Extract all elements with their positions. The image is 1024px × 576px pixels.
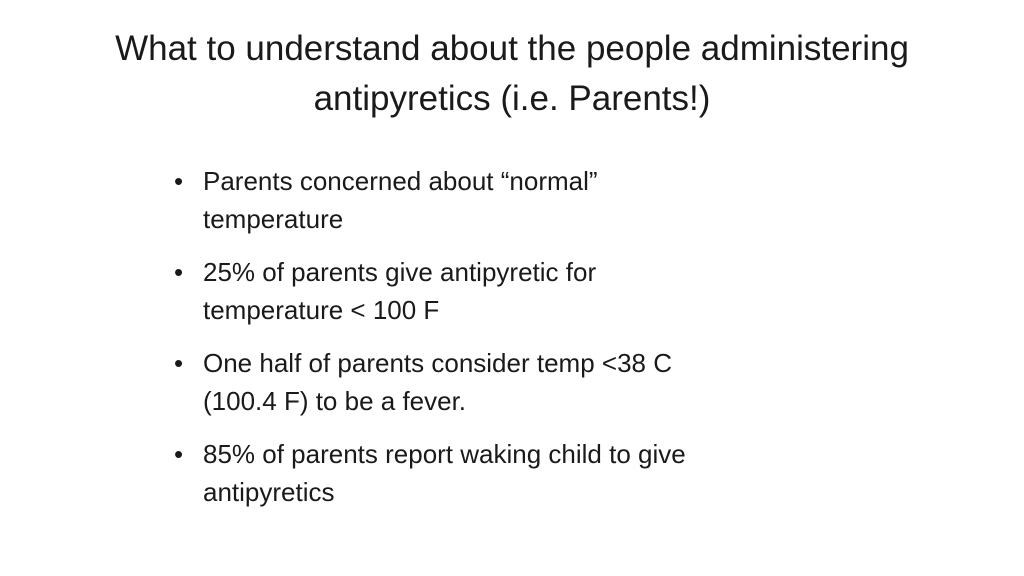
- bullet-text-line-1: 25% of parents give antipyretic for: [203, 257, 597, 287]
- bullet-text-line-2: temperature < 100 F: [203, 295, 440, 325]
- bullet-dot-icon: •: [174, 348, 184, 378]
- slide-title: [40, 24, 984, 124]
- bullet-text-line-1: Parents concerned about “normal”: [203, 166, 598, 196]
- slide-title-line-1: What to understand about the people administering: [115, 29, 909, 68]
- bullet-dot-icon: •: [174, 166, 184, 196]
- bullet-item: [170, 344, 810, 420]
- bullet-text-line-1: One half of parents consider temp <38 C: [203, 348, 672, 378]
- bullet-item: [170, 162, 810, 238]
- bullet-text-line-2: antipyretics: [203, 477, 335, 507]
- slide-title-line-2: antipyretics (i.e. Parents!): [313, 79, 711, 118]
- bullet-list: [170, 162, 810, 526]
- bullet-item: [170, 253, 810, 329]
- bullet-text-line-2: temperature: [203, 204, 344, 234]
- bullet-dot-icon: •: [174, 257, 184, 287]
- bullet-item: [170, 435, 810, 511]
- bullet-dot-icon: •: [174, 439, 184, 469]
- bullet-text-line-2: (100.4 F) to be a fever.: [203, 386, 467, 416]
- bullet-text-line-1: 85% of parents report waking child to give: [203, 439, 686, 469]
